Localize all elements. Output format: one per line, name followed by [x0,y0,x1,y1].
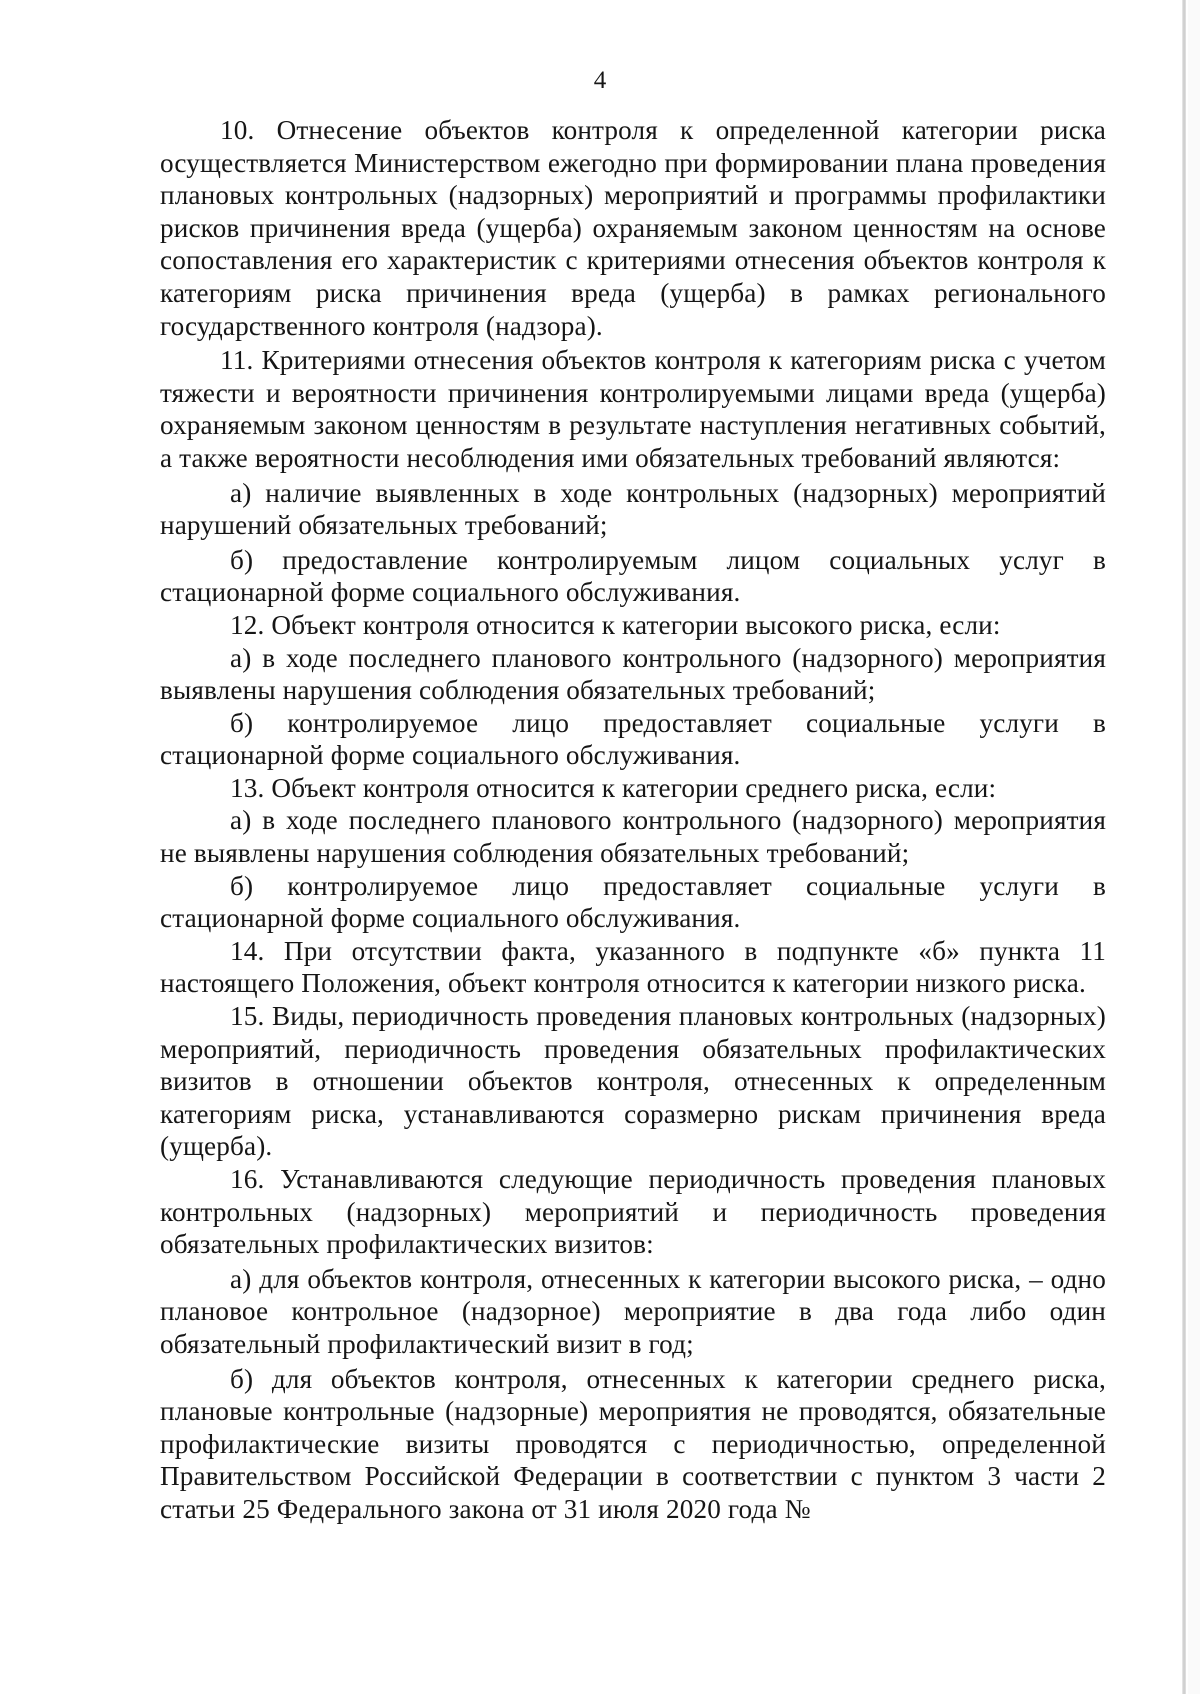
paragraph-16-b: б) для объектов контроля, отнесенных к категории среднего риска, плановые контрольные (надзорные) мероприятия не проводятся, обязательные профилактические визиты проводятся с периодичностью, определенной Правительством Российской Федерации в соответствии с пунктом 3 части 2 статьи 25 Федерального закона от 31 июля 2020 года № [160,1363,1106,1524]
paragraph-12-a: а) в ходе последнего планового контрольного (надзорного) мероприятия выявлены нарушения соблюдения обязательных требований; [160,642,1106,706]
paragraph-14: 14. При отсутствии факта, указанного в подпункте «б» пункта 11 настоящего Положения, объект контроля относится к категории низкого риска. [160,935,1106,999]
paragraph-13-b: б) контролируемое лицо предоставляет социальные услуги в стационарной форме социального обслуживания. [160,870,1106,934]
paragraph-11-a: а) наличие выявленных в ходе контрольных (надзорных) мероприятий нарушений обязательных требований; [160,477,1106,541]
paragraph-16: 16. Устанавливаются следующие периодичность проведения плановых контрольных (надзорных) мероприятий и периодичность проведения обязательных профилактических визитов: [160,1164,1106,1260]
page-number: 4 [593,67,607,94]
paragraph-12: 12. Объект контроля относится к категории высокого риска, если: [230,609,1001,640]
paragraph-16-a: а) для объектов контроля, отнесенных к категории высокого риска, – одно плановое контрольное (надзорное) мероприятие в два года либо один обязательный профилактический визит в год; [160,1263,1106,1359]
paragraph-10: 10. Отнесение объектов контроля к определенной категории риска осуществляется Министерством ежегодно при формировании плана проведения плановых контрольных (надзорных) мероприятий и программы профилактики рисков причинения вреда (ущерба) охраняемым законом ценностям на основе сопоставления его характеристик с критериями отнесения объектов контроля к категориям риска причинения вреда (ущерба) в рамках регионального государственного контроля (надзора). [160,115,1106,341]
paragraph-11-b: б) предоставление контролируемым лицом социальных услуг в стационарной форме социального обслуживания. [160,544,1106,608]
scan-edge-shadow [1182,0,1186,1694]
paragraph-12-b: б) контролируемое лицо предоставляет социальные услуги в стационарной форме социального обслуживания. [160,707,1106,771]
paragraph-13: 13. Объект контроля относится к категории среднего риска, если: [230,772,997,803]
scan-margin [1188,0,1200,1694]
document-body [160,114,1106,1526]
paragraph-13-a: а) в ходе последнего планового контрольного (надзорного) мероприятия не выявлены нарушения соблюдения обязательных требований; [160,805,1106,869]
paragraph-15: 15. Виды, периодичность проведения плановых контрольных (надзорных) мероприятий, периодичность проведения обязательных профилактических визитов в отношении объектов контроля, отнесенных к определенным категориям риска, устанавливаются соразмерно рискам причинения вреда (ущерба). [160,1001,1106,1162]
paragraph-11: 11. Критериями отнесения объектов контроля к категориям риска с учетом тяжести и вероятности причинения контролируемыми лицами вреда (ущерба) охраняемым законом ценностям в результате наступления негативных событий, а также вероятности несоблюдения ими обязательных требований являются: [160,345,1106,473]
